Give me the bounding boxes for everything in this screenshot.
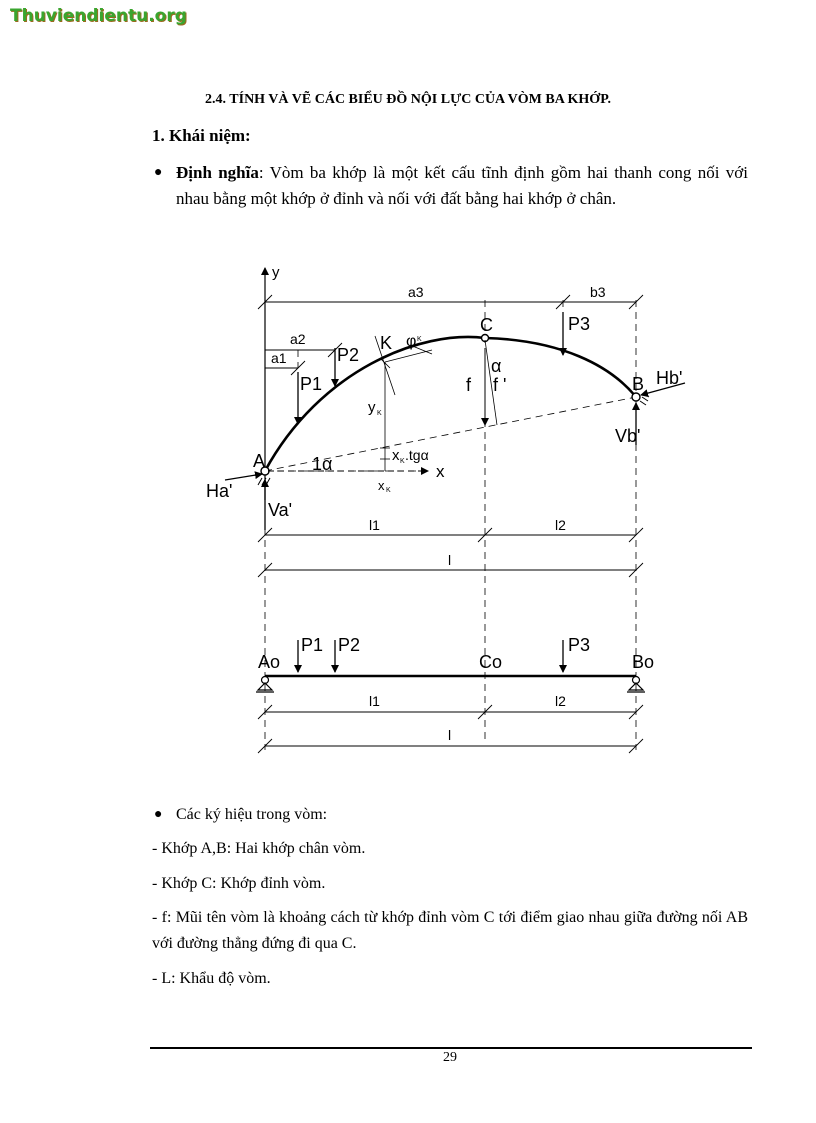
beam-label-co: Co: [479, 652, 503, 672]
label-alpha-a: 1α: [312, 454, 333, 474]
symbol-item-1: - Khớp A,B: Hai khớp chân vòm.: [152, 840, 366, 857]
beam-dim-l1: l1: [369, 693, 380, 709]
guide-lines: [265, 300, 636, 750]
dim-a3: a3: [408, 284, 424, 300]
label-f: f: [466, 375, 472, 395]
dim-a2: a2: [290, 331, 306, 347]
label-tg: .tgα: [405, 447, 429, 463]
top-dimensions: [258, 295, 643, 375]
label-vb: Vb': [615, 426, 641, 446]
definition-paragraph: [154, 160, 748, 212]
beam-label-p3: P3: [568, 635, 591, 655]
dim-l2: l2: [555, 517, 566, 533]
label-hb: Hb': [656, 368, 683, 388]
symbols-intro-text: Các ký hiệu trong vòm:: [176, 806, 328, 823]
beam-label-ao: Ao: [258, 652, 281, 672]
definition-text: : Vòm ba khớp là một kết cấu tĩnh định gồm hai thanh cong nối với nhau bằng một khớp ở đỉnh và nối với đất bằng hai khớp ở chân.: [176, 163, 748, 208]
label-xk-tg-sub: K: [400, 458, 405, 465]
symbol-item-3: - f: Mũi tên vòm là khoảng cách từ khớp đỉnh vòm C tới điểm giao nhau giữa đường nối AB với đường thẳng đứng đi qua C.: [152, 909, 748, 952]
label-yk-sub: K: [377, 410, 382, 417]
label-a: A: [253, 451, 266, 471]
beam-dim-l2: l2: [555, 693, 566, 709]
dim-a1: a1: [271, 350, 287, 366]
y-axis-label: y: [272, 264, 280, 281]
arch-curve: [265, 337, 636, 471]
label-c: C: [480, 315, 493, 335]
page-number: 29: [443, 1050, 457, 1065]
bullet-icon: ●: [154, 807, 163, 822]
beam-label-p2: P2: [338, 635, 361, 655]
dim-l: l: [448, 552, 452, 568]
label-va: Va': [268, 500, 293, 520]
concept-heading: 1. Khái niệm:: [152, 126, 251, 145]
symbol-item-4: - L: Khẩu độ vòm.: [152, 970, 271, 987]
site-logo: Thuviendientu.org: [10, 6, 187, 26]
beam-supports: [256, 677, 645, 693]
dim-b3: b3: [590, 284, 606, 300]
label-f-prime: f ': [493, 375, 507, 395]
label-xk: x: [378, 478, 385, 493]
label-xk-tg: x: [392, 447, 400, 464]
label-ha: Ha': [206, 481, 233, 501]
label-p2: P2: [337, 345, 360, 365]
label-x: x: [436, 462, 445, 481]
label-alpha-c: α: [491, 356, 502, 376]
symbols-intro: [154, 802, 736, 828]
three-hinged-arch-diagram: [196, 256, 716, 766]
label-phi: φ: [406, 333, 417, 350]
footer-rule: [150, 1047, 752, 1049]
label-p3: P3: [568, 314, 591, 334]
label-k: K: [380, 333, 393, 353]
section-title: 2.4. TÍNH VÀ VẼ CÁC BIỂU ĐỒ NỘI LỰC CỦA VÒM BA KHỚP.: [205, 92, 611, 107]
beam-dim-l: l: [448, 727, 452, 743]
label-b: B: [632, 374, 645, 394]
definition-term: Định nghĩa: [176, 163, 259, 182]
label-p1: P1: [300, 374, 323, 394]
bullet-icon: ●: [154, 165, 163, 180]
label-phi-sub: K: [417, 336, 422, 343]
symbol-item-2: - Khớp C: Khớp đỉnh vòm.: [152, 875, 326, 892]
dim-l1: l1: [369, 517, 380, 533]
label-xk-sub: K: [386, 487, 391, 494]
beam-label-bo: Bo: [632, 652, 655, 672]
label-yk: y: [368, 399, 376, 416]
beam-label-p1: P1: [301, 635, 324, 655]
